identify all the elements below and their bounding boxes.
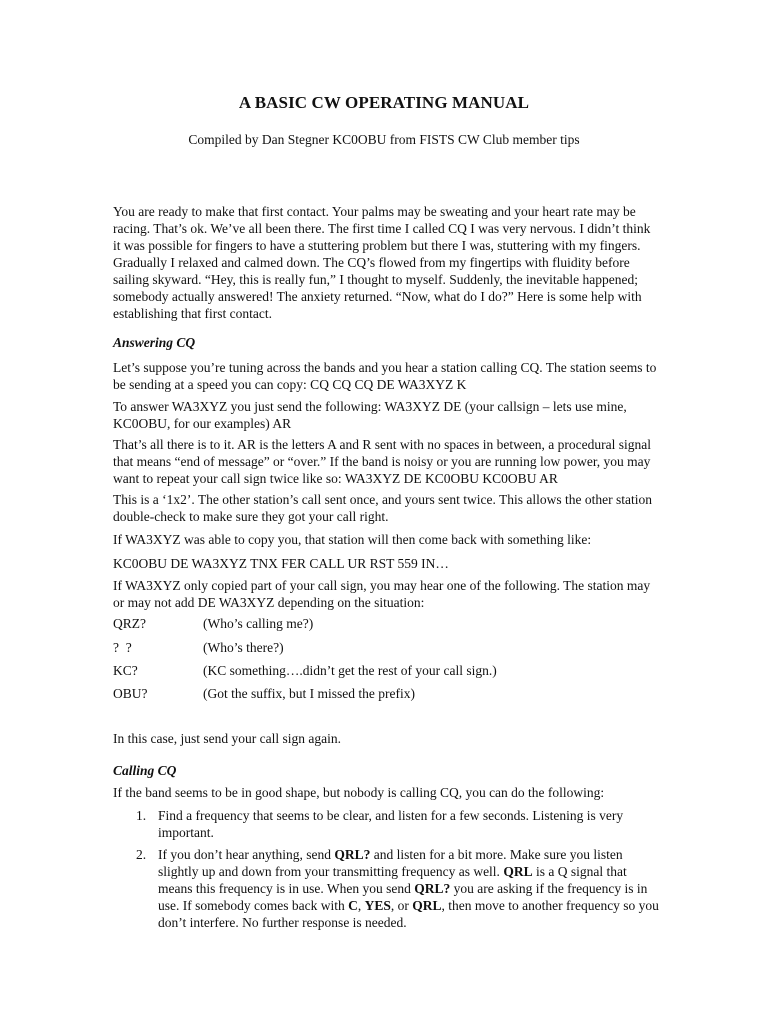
response-meaning: (Who’s calling me?) — [203, 616, 314, 631]
response-meaning: (Got the suffix, but I missed the prefix) — [203, 686, 415, 701]
section-heading-calling-cq: Calling CQ — [113, 763, 177, 778]
document-title: A BASIC CW OPERATING MANUAL — [238, 93, 530, 112]
bold-code: QRL? — [414, 881, 451, 896]
list-number: 2. — [136, 847, 147, 862]
response-code: QRZ? — [113, 616, 146, 631]
text-run: , then move to another frequency so you don’t interfere. No further response is needed. — [158, 898, 659, 930]
text-run: If you don’t hear anything, send — [158, 847, 335, 862]
paragraph: If WA3XYZ only copied part of your call sign, you may hear one of the following. The station may or may not add DE WA3XYZ depending on the situation: — [113, 578, 651, 610]
bold-code: QRL — [412, 898, 442, 913]
list-text — [158, 846, 661, 931]
paragraph: This is a ‘1x2’. The other station’s call sent once, and yours sent twice. This allows the other station double-check to make sure they got your call right. — [113, 492, 653, 524]
paragraph: If WA3XYZ was able to copy you, that station will then come back with something like: — [113, 532, 592, 547]
text-run: , — [357, 898, 365, 913]
response-code: OBU? — [113, 686, 148, 701]
response-meaning: (Who’s there?) — [203, 640, 284, 655]
response-code: ? ? — [113, 640, 132, 655]
document-subtitle: Compiled by Dan Stegner KC0OBU from FISTS CW Club member tips — [188, 132, 580, 147]
section-heading-answering-cq: Answering CQ — [113, 335, 196, 350]
text-run: and listen for a bit more. Make sure you listen slightly up and down from your transmitting frequency as well. — [158, 847, 623, 879]
paragraph: In this case, just send your call sign again. — [113, 731, 341, 746]
response-code: KC? — [113, 663, 138, 678]
text-run: you are asking if the frequency is in use. If somebody comes back with — [158, 881, 648, 913]
bold-code: QRL? — [334, 847, 371, 862]
list-text: Find a frequency that seems to be clear, and listen for a few seconds. Listening is very important. — [158, 808, 624, 840]
list-number: 1. — [136, 808, 147, 823]
text-run: , or — [390, 898, 413, 913]
text-run: is a Q signal that means this frequency is in use. When you send — [158, 864, 627, 896]
paragraph: If the band seems to be in good shape, but nobody is calling CQ, you can do the following: — [113, 785, 605, 800]
response-meaning: (KC something….didn’t get the rest of your call sign.) — [203, 663, 497, 678]
paragraph: Let’s suppose you’re tuning across the bands and you hear a station calling CQ. The station seems to be sending at a speed you can copy: CQ CQ CQ DE WA3XYZ K — [113, 360, 657, 392]
paragraph: To answer WA3XYZ you just send the following: WA3XYZ DE (your callsign – lets use mine, KC0OBU, for our examples) AR — [113, 399, 627, 431]
intro-paragraph: You are ready to make that first contact. Your palms may be sweating and your heart rate may be racing. That’s ok. We’ve all been there. The first time I called CQ I was very nervous. I didn’t think it was possible for fingers to have a stuttering problem but there I was, stuttering with my fingers. Gradually I relaxed and calmed down. The CQ’s flowed from my fingertips with fluidity before sailing skyward. “Hey, this is really fun,” I thought to myself. Suddenly, the inevitable happened; somebody actually answered! The anxiety returned. “Now, what do I do?” Here is some help with establishing that first contact. — [113, 204, 651, 321]
bold-code: QRL — [503, 864, 533, 879]
paragraph: KC0OBU DE WA3XYZ TNX FER CALL UR RST 559 IN… — [113, 556, 449, 571]
bold-code: C — [348, 898, 358, 913]
paragraph: That’s all there is to it. AR is the letters A and R sent with no spaces in between, a procedural signal that means “end of message” or “over.” If the band is noisy or you are running low power, you may want to repeat your call sign twice like so: WA3XYZ DE KC0OBU KC0OBU AR — [113, 437, 652, 486]
bold-code: YES — [364, 898, 391, 913]
